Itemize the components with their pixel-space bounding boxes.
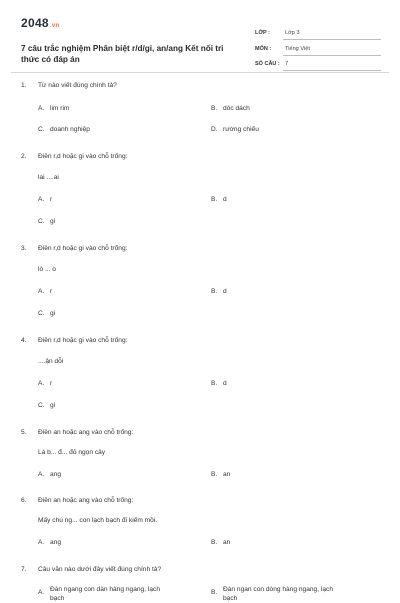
- meta-count-row: [255, 59, 381, 73]
- option-a[interactable]: A. lim rim: [38, 105, 70, 112]
- question-number: 5.: [21, 429, 27, 436]
- question-2: [21, 153, 381, 233]
- option-b[interactable]: B. dóc dách: [211, 105, 250, 112]
- question-prompt: Mấy chú ng... con lạch bạch đi kiếm mồi.: [38, 517, 158, 524]
- meta-class-row: [255, 28, 381, 42]
- header-divider: [11, 72, 389, 73]
- question-text: Câu văn nào dưới đây viết đúng chính tả?: [38, 566, 162, 573]
- meta-subject-row: [255, 44, 381, 58]
- option-a[interactable]: A. r: [38, 196, 53, 203]
- question-number: 7.: [21, 566, 27, 573]
- option-a[interactable]: A. ang: [38, 471, 62, 478]
- option-b[interactable]: B. d: [211, 288, 227, 295]
- question-text: Điền r,d hoặc gi vào chỗ trống:: [38, 337, 128, 344]
- question-number: 4.: [21, 337, 27, 344]
- document-title: 7 câu trắc nghiệm Phân biệt r/d/gi, an/ang Kết nối tri thức có đáp án: [21, 44, 224, 64]
- question-4: [21, 337, 381, 417]
- meta-info: [255, 28, 381, 75]
- question-text: Từ nào viết đúng chính tả?: [38, 82, 117, 89]
- question-prompt: lai ....ai: [38, 174, 59, 181]
- question-5: [21, 429, 381, 487]
- question-1: [21, 82, 381, 142]
- question-text: Điền an hoặc ang vào chỗ trống:: [38, 497, 134, 504]
- question-7: [21, 566, 381, 600]
- option-b[interactable]: B. an: [211, 471, 231, 478]
- meta-class-value: Lớp 3: [283, 28, 381, 40]
- question-prompt: Lá b... đ... đỏ ngọn cây: [38, 449, 106, 456]
- meta-class-label: LỚP :: [255, 30, 270, 36]
- worksheet-header: [21, 14, 381, 70]
- option-a[interactable]: A. r: [38, 380, 53, 387]
- meta-count-label: SỐ CÂU :: [255, 61, 280, 67]
- question-6: [21, 497, 381, 555]
- option-a[interactable]: A. Đàn ngang con dàn hàng ngang, lạch bạch: [38, 586, 160, 602]
- question-text: Điền an hoặc ang vào chỗ trống:: [38, 429, 134, 436]
- meta-count-value: 7: [283, 59, 381, 71]
- option-a[interactable]: A. ang: [38, 539, 62, 546]
- option-c[interactable]: C. gi: [38, 310, 56, 317]
- question-prompt: ....ận dỗi: [38, 358, 64, 365]
- question-3: [21, 245, 381, 325]
- question-number: 2.: [21, 153, 27, 160]
- option-a[interactable]: A. r: [38, 288, 53, 295]
- site-logo[interactable]: 2048.vn: [21, 16, 60, 30]
- question-number: 1.: [21, 82, 27, 89]
- question-number: 6.: [21, 497, 27, 504]
- option-b[interactable]: B. d: [211, 196, 227, 203]
- question-prompt: lò ... ò: [38, 266, 56, 273]
- option-c[interactable]: C. gi: [38, 218, 56, 225]
- option-b[interactable]: B. d: [211, 380, 227, 387]
- option-c[interactable]: C. doanh nghiệp: [38, 126, 90, 133]
- option-b[interactable]: B. Đàn ngan con dòng hàng ngang, lạch bạch: [211, 586, 333, 602]
- option-b[interactable]: B. an: [211, 539, 231, 546]
- meta-subject-label: MÔN :: [255, 45, 272, 52]
- question-number: 3.: [21, 245, 27, 252]
- option-d[interactable]: D. rường chiếu: [211, 126, 259, 133]
- question-text: Điền r,d hoặc gi vào chỗ trống:: [38, 245, 128, 252]
- option-c[interactable]: C. gi: [38, 402, 56, 409]
- question-text: Điền r,d hoặc gi vào chỗ trống:: [38, 153, 128, 160]
- meta-subject-value: Tiếng Việt: [283, 44, 381, 56]
